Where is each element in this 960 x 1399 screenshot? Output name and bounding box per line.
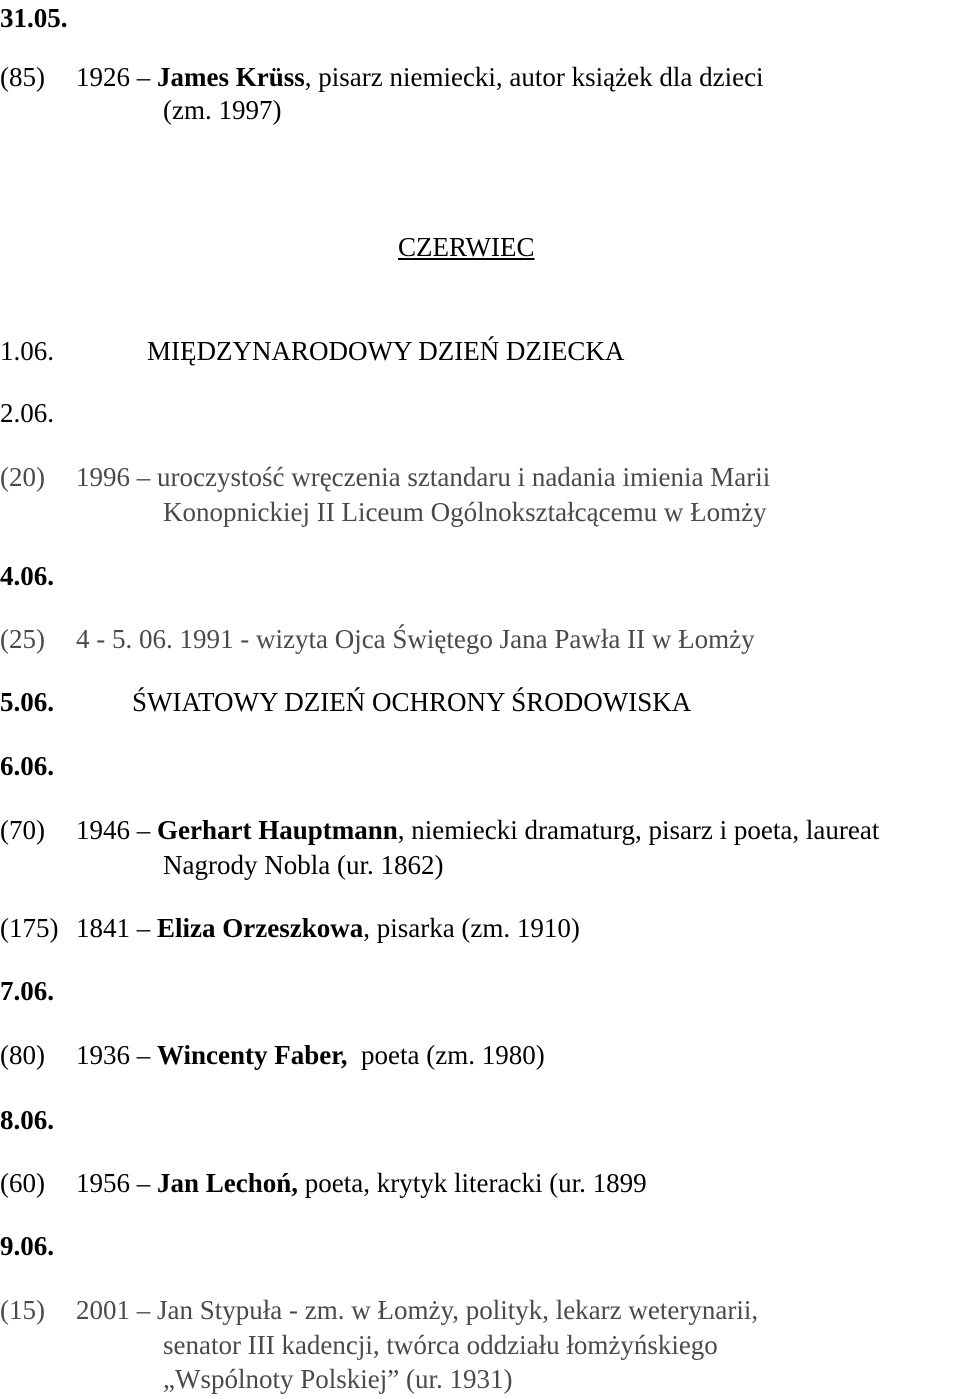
entry-line: 4 - 5. 06. 1991 - wizyta Ojca Świętego Jana Pawła II w Łomży (76, 624, 755, 654)
observance-title: MIĘDZYNARODOWY DZIEŃ DZIECKA (147, 336, 625, 366)
person-name: Jan Lechoń, (157, 1168, 299, 1198)
date-heading: 1.06. (0, 336, 54, 366)
person-name: Wincenty Faber, (157, 1040, 348, 1070)
entry-line (76, 62, 764, 93)
entry-line: 1996 – uroczystość wręczenia sztandaru i nadania imienia Marii (76, 462, 771, 492)
date-heading: 7.06. (0, 976, 54, 1006)
date-heading: 6.06. (0, 751, 54, 781)
date-heading: 9.06. (0, 1231, 54, 1261)
anniversary-number: (85) (0, 62, 45, 92)
anniversary-number: (60) (0, 1168, 45, 1198)
anniversary-number: (15) (0, 1295, 45, 1325)
person-name: Eliza Orzeszkowa (157, 913, 364, 943)
entry-continuation: Nagrody Nobla (ur. 1862) (163, 850, 444, 880)
entry-continuation: Konopnickiej II Liceum Ogólnokształcącemu w Łomży (163, 497, 767, 527)
entry-description: , niemiecki dramaturg, pisarz i poeta, laureat (397, 815, 880, 845)
anniversary-number: (80) (0, 1040, 45, 1070)
date-heading: 4.06. (0, 561, 54, 591)
entry-description: , pisarz niemiecki, autor książek dla dzieci (304, 62, 764, 92)
date-heading: 2.06. (0, 398, 54, 428)
entry-continuation: senator III kadencji, twórca oddziału łomżyńskiego (163, 1330, 718, 1360)
entry-year: 1841 – (76, 913, 157, 943)
entry-description: , pisarka (zm. 1910) (363, 913, 580, 943)
entry-year: 1936 – (76, 1040, 157, 1070)
entry-description: poeta (zm. 1980) (347, 1040, 545, 1070)
entry-line: 2001 – Jan Stypuła - zm. w Łomży, polityk, lekarz weterynarii, (76, 1295, 759, 1325)
anniversary-number: (175) (0, 913, 59, 943)
anniversary-number: (70) (0, 815, 45, 845)
entry-continuation: (zm. 1997) (163, 95, 282, 125)
entry-year: 1946 – (76, 815, 157, 845)
anniversary-number: (25) (0, 624, 45, 654)
entry-continuation: „Wspólnoty Polskiej” (ur. 1931) (163, 1364, 513, 1394)
entry-line (76, 913, 580, 944)
date-heading: 8.06. (0, 1105, 54, 1135)
entry-description: poeta, krytyk literacki (ur. 1899 (298, 1168, 647, 1198)
month-title: CZERWIEC (398, 232, 535, 262)
entry-year: 1956 – (76, 1168, 157, 1198)
observance-title: ŚWIATOWY DZIEŃ OCHRONY ŚRODOWISKA (132, 687, 692, 717)
entry-year: 1926 – (76, 62, 157, 92)
person-name: James Krüss (157, 62, 305, 92)
entry-line (76, 1040, 545, 1071)
entry-line (76, 815, 879, 846)
person-name: Gerhart Hauptmann (157, 815, 398, 845)
anniversary-number: (20) (0, 462, 45, 492)
date-heading: 31.05. (0, 3, 68, 33)
entry-line (76, 1168, 647, 1199)
date-heading: 5.06. (0, 687, 54, 717)
